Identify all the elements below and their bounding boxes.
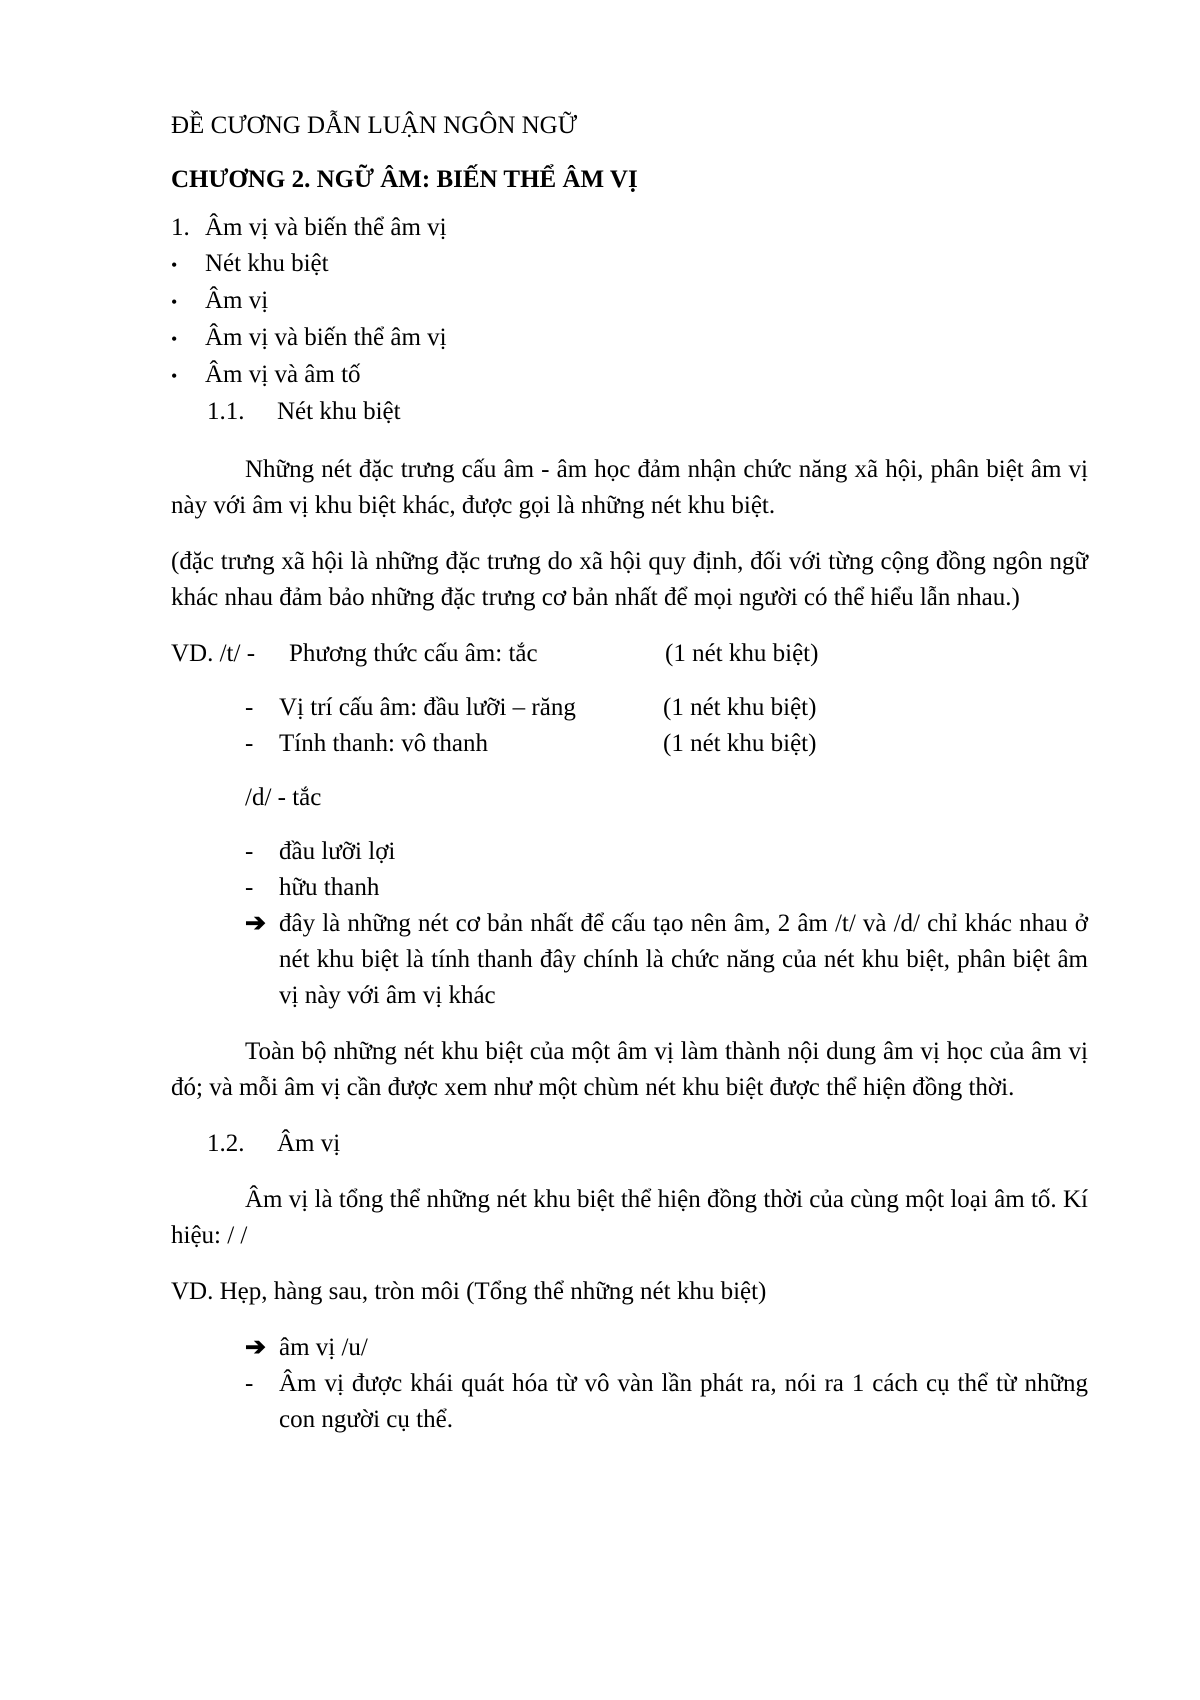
bullet-text: Âm vị và âm tố (205, 361, 361, 388)
example-text: Phương thức cấu âm: tắc (289, 640, 538, 667)
paragraph: Những nét đặc trưng cấu âm - âm học đảm nhận chức năng xã hội, phân biệt âm vị này với âm vị khu biệt khác, được gọi là những nét khu biệt. (171, 456, 1088, 519)
bullet-text: Âm vị (205, 287, 269, 314)
result-text: âm vị /u/ (279, 1334, 368, 1361)
example-row (245, 690, 1088, 726)
example-text: Vị trí cấu âm: đầu lưỡi – răng (279, 694, 576, 721)
outline-heading-text: Âm vị và biến thể âm vị (205, 214, 447, 241)
dash-marker: - (245, 1370, 254, 1397)
section-number: 1.2. (207, 1130, 245, 1157)
paragraph: (đặc trưng xã hội là những đặc trưng do xã hội quy định, đối với từng cộng đồng ngôn ngữ khác nhau đảm bảo những đặc trưng cơ bản nhất để mọi người có thể hiểu lẫn nhau.) (171, 548, 1088, 611)
example-row (171, 636, 1088, 672)
section-title: Nét khu biệt (277, 398, 401, 425)
outline-bullet-item (171, 283, 1088, 320)
result-row (245, 1330, 1088, 1366)
dash-marker: - (245, 874, 254, 901)
bullet-icon: • (171, 329, 178, 349)
section-number: 1.1. (207, 398, 245, 425)
bullet-icon: • (171, 366, 178, 386)
outline-heading (171, 210, 1088, 246)
section-heading-1-2 (207, 1126, 1088, 1162)
example-text: hữu thanh (279, 874, 380, 901)
example-lead-d: /d/ - tắc (245, 784, 322, 811)
outline-bullet-item (171, 246, 1088, 283)
example-lead: VD. /t/ - (171, 640, 256, 667)
example-note: (1 nét khu biệt) (663, 730, 817, 757)
conclusion-text: đây là những nét cơ bản nhất để cấu tạo nên âm, 2 âm /t/ và /d/ chỉ khác nhau ở nét khu biệt là tính thanh đây chính là chức năng của nét khu biệt, phân biệt âm vị này với âm vị khác (279, 910, 1088, 1009)
outline-bullet-item (171, 357, 1088, 394)
bullet-icon: • (171, 255, 178, 275)
section-title: Âm vị (277, 1130, 341, 1157)
chapter-heading: CHƯƠNG 2. NGỮ ÂM: BIẾN THỂ ÂM VỊ (171, 166, 638, 193)
example-row (245, 834, 1088, 870)
example-text: Tính thanh: vô thanh (279, 730, 488, 757)
paragraph: Âm vị là tổng thể những nét khu biệt thể hiện đồng thời của cùng một loại âm tố. Kí hiệu: / / (171, 1186, 1088, 1249)
dash-marker: - (245, 694, 254, 721)
bullet-text: Nét khu biệt (205, 250, 329, 277)
arrow-right-icon: ➔ (245, 910, 266, 937)
example-note: (1 nét khu biệt) (663, 694, 817, 721)
document-title: ĐỀ CƯƠNG DẪN LUẬN NGÔN NGỮ (171, 112, 578, 139)
outline-bullet-item (171, 320, 1088, 357)
section-heading-1-1 (207, 394, 1088, 430)
bullet-text: Âm vị và biến thể âm vị (205, 324, 447, 351)
conclusion-row (245, 906, 1088, 1014)
dash-marker: - (245, 730, 254, 757)
example-row (245, 870, 1088, 906)
outline-number: 1. (171, 214, 190, 241)
dash-marker: - (245, 838, 254, 865)
bullet-icon: • (171, 292, 178, 312)
paragraph: Toàn bộ những nét khu biệt của một âm vị làm thành nội dung âm vị học của âm vị đó; và mỗi âm vị cần được xem như một chùm nét khu biệt được thể hiện đồng thời. (171, 1038, 1088, 1101)
example-text: Âm vị được khái quát hóa từ vô vàn lần phát ra, nói ra 1 cách cụ thể từ những con người cụ thể. (279, 1370, 1088, 1433)
example-note: (1 nét khu biệt) (665, 640, 819, 667)
arrow-right-icon: ➔ (245, 1334, 266, 1361)
example-text: đầu lưỡi lợi (279, 838, 396, 865)
example-row (245, 726, 1088, 762)
example-line: VD. Hẹp, hàng sau, tròn môi (Tổng thể những nét khu biệt) (171, 1278, 767, 1305)
example-row (245, 1366, 1088, 1438)
